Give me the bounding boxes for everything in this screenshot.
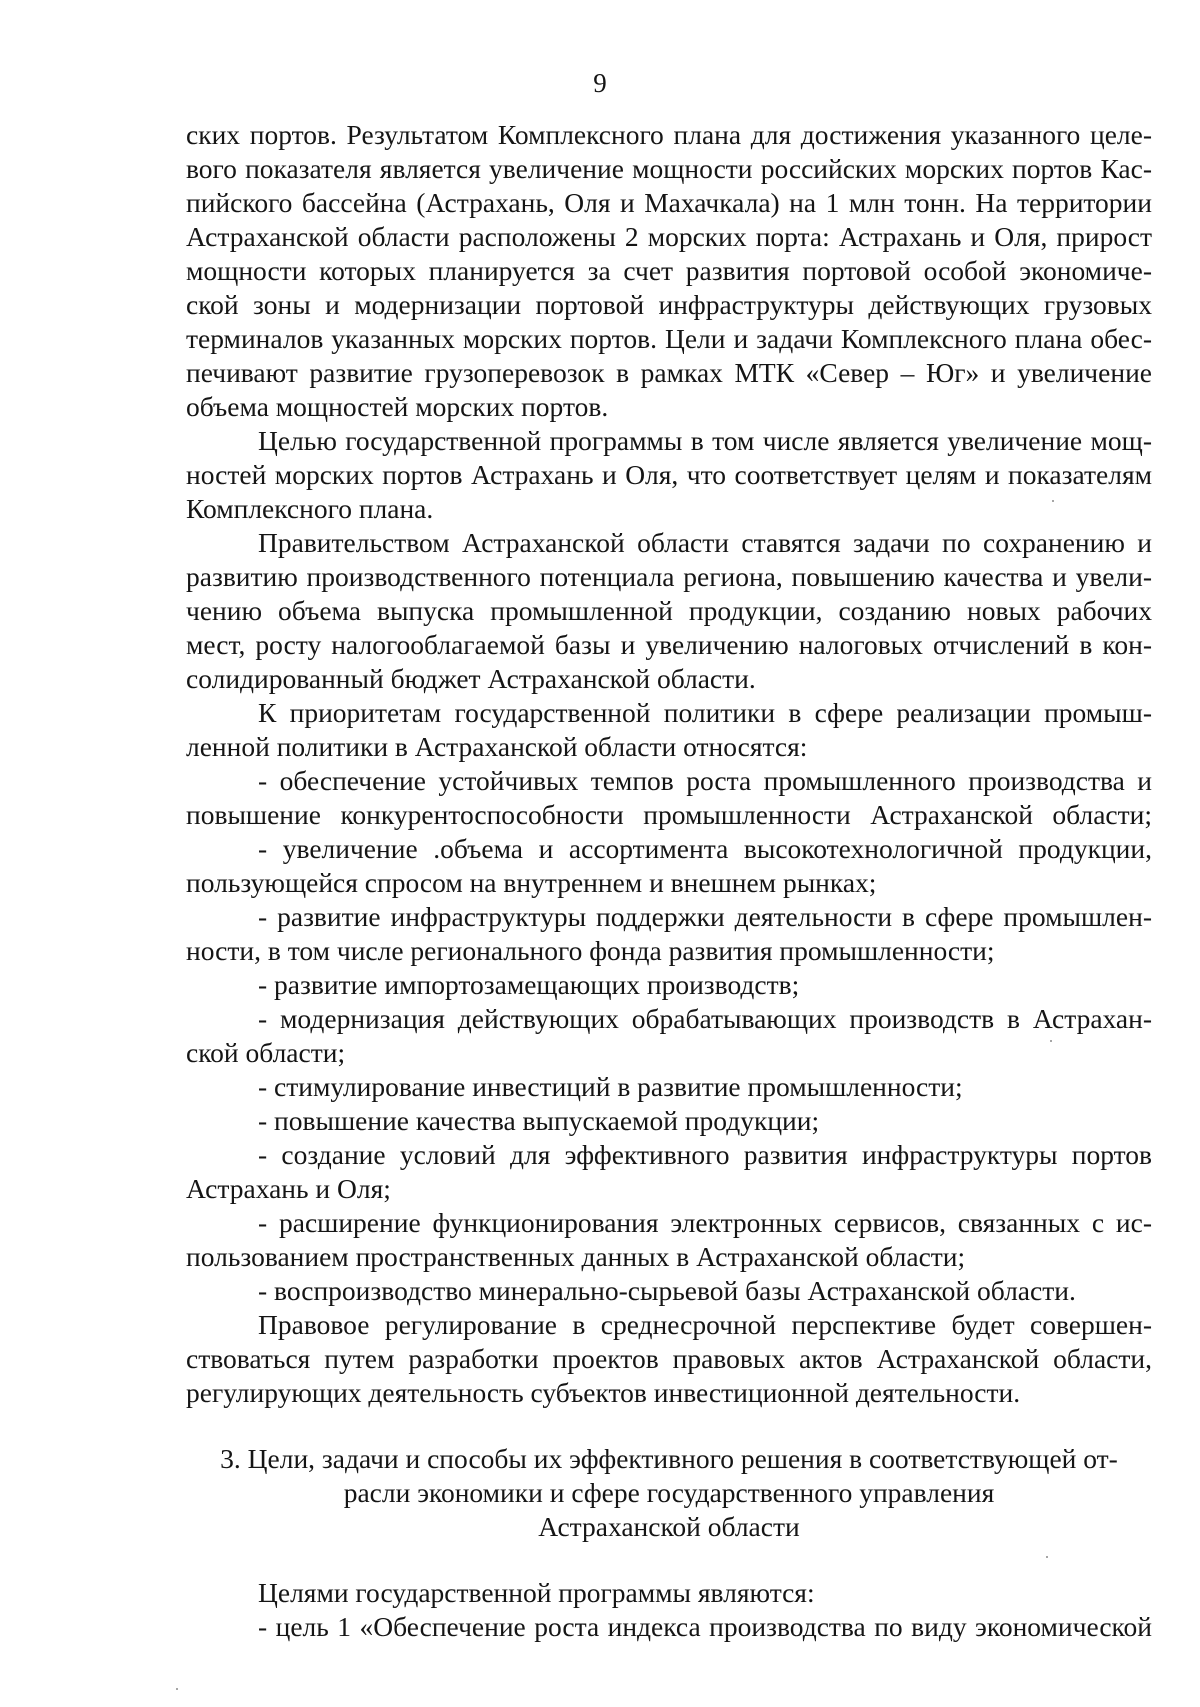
section-heading-line: Астраханской области	[538, 1511, 800, 1542]
text-line: регулирующих деятельность субъектов инвестиционной деятельности.	[186, 1377, 1021, 1408]
list-item-line: повышение конкурентоспособности промышленности Астраханской области;	[186, 799, 1152, 830]
page-number: 9	[593, 68, 607, 98]
text-line: К приоритетам государственной политики в сфере реализации промыш-	[258, 697, 1152, 728]
list-item-line: - расширение функционирования электронных сервисов, связанных с ис-	[258, 1207, 1152, 1238]
text-line: ских портов. Результатом Комплексного плана для достижения указанного целе-	[186, 119, 1152, 150]
text-line: мощности которых планируется за счет развития портовой особой экономиче-	[186, 255, 1152, 286]
text-line: Целями государственной программы являются:	[258, 1577, 815, 1608]
text-line: Правительством Астраханской области ставятся задачи по сохранению и	[258, 527, 1152, 558]
text-line: солидированный бюджет Астраханской области.	[186, 663, 756, 694]
list-item-line: - развитие импортозамещающих производств;	[258, 969, 800, 1000]
text-line: ленной политики в Астраханской области относятся:	[186, 731, 808, 762]
list-item-line: - обеспечение устойчивых темпов роста промышленного производства и	[258, 765, 1152, 796]
text-line: терминалов указанных морских портов. Цели и задачи Комплексного плана обес-	[186, 323, 1152, 354]
list-item-line: - модернизация действующих обрабатывающих производств в Астрахан-	[258, 1003, 1152, 1034]
text-line: Комплексного плана.	[186, 493, 434, 524]
text-line: Целью государственной программы в том числе является увеличение мощ-	[258, 425, 1152, 456]
scan-speck	[1046, 1556, 1048, 1558]
list-item-line: ской области;	[186, 1037, 346, 1068]
text-line: ствоваться путем разработки проектов правовых актов Астраханской области,	[186, 1343, 1152, 1374]
list-item-line: - воспроизводство минерально-сырьевой базы Астраханской области.	[258, 1275, 1076, 1306]
list-item-line: - развитие инфраструктуры поддержки деятельности в сфере промышлен-	[258, 901, 1152, 932]
section-heading-line: расли экономики и сфере государственного управления	[343, 1477, 995, 1508]
text-line: Правовое регулирование в среднесрочной перспективе будет совершен-	[258, 1309, 1152, 1340]
scan-speck	[1052, 500, 1054, 502]
list-item-line: пользованием пространственных данных в Астраханской области;	[186, 1241, 966, 1272]
text-line: развитию производственного потенциала региона, повышению качества и увели-	[186, 561, 1152, 592]
text-line: вого показателя является увеличение мощности российских морских портов Кас-	[186, 153, 1152, 184]
list-item-line: Астрахань и Оля;	[186, 1173, 391, 1204]
list-item-line: ности, в том числе регионального фонда развития промышленности;	[186, 935, 995, 966]
text-line: мест, росту налогооблагаемой базы и увеличению налоговых отчислений в кон-	[186, 629, 1152, 660]
text-line: печивают развитие грузоперевозок в рамках МТК «Север – Юг» и увеличение	[186, 357, 1152, 388]
list-item-line: - цель 1 «Обеспечение роста индекса производства по виду экономической	[258, 1611, 1152, 1642]
list-item-line: - стимулирование инвестиций в развитие промышленности;	[258, 1071, 963, 1102]
text-line: ской зоны и модернизации портовой инфраструктуры действующих грузовых	[186, 289, 1152, 320]
text-line: объема мощностей морских портов.	[186, 391, 609, 422]
section-heading-line: 3. Цели, задачи и способы их эффективного решения в соответствующей от-	[220, 1443, 1118, 1474]
text-line: пийского бассейна (Астрахань, Оля и Махачкала) на 1 млн тонн. На территории	[186, 187, 1152, 218]
scan-speck	[1050, 1040, 1052, 1042]
text-line: чению объема выпуска промышленной продукции, созданию новых рабочих	[186, 595, 1152, 626]
scan-speck	[176, 1688, 178, 1690]
text-line: ностей морских портов Астрахань и Оля, что соответствует целям и показателям	[186, 459, 1152, 490]
list-item-line: пользующейся спросом на внутреннем и внешнем рынках;	[186, 867, 877, 898]
text-line: Астраханской области расположены 2 морских порта: Астрахань и Оля, прирост	[186, 221, 1152, 252]
list-item-line: - создание условий для эффективного развития инфраструктуры портов	[258, 1139, 1152, 1170]
list-item-line: - повышение качества выпускаемой продукции;	[258, 1105, 820, 1136]
list-item-line: - увеличение .объема и ассортимента высокотехнологичной продукции,	[258, 833, 1152, 864]
